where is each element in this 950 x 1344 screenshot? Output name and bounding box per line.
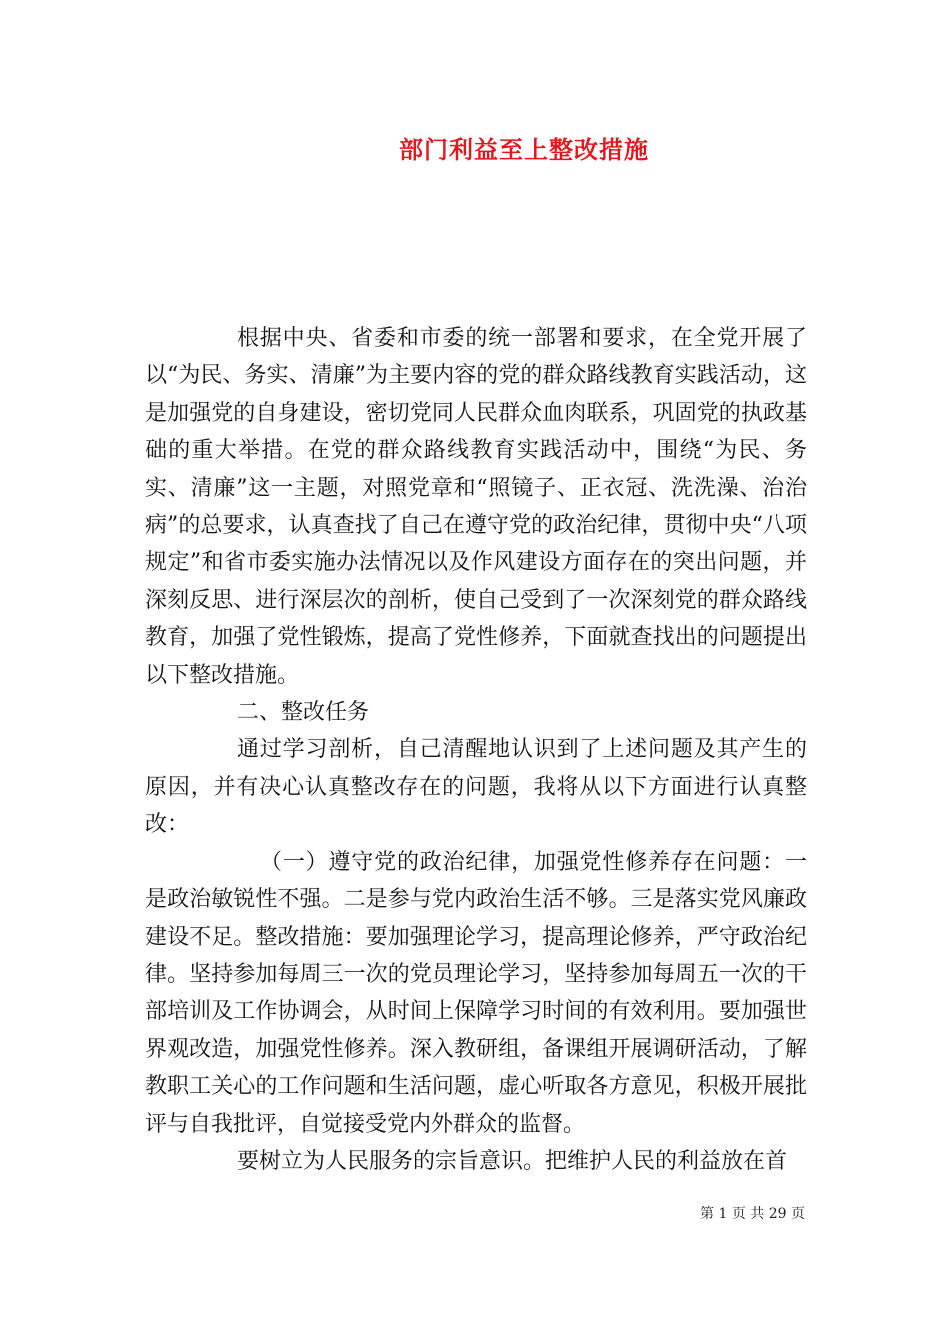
section-heading-rectification-tasks: 二、整改任务 (237, 700, 370, 726)
page-number: 第 1 页 共 29 页 (700, 1206, 805, 1222)
document-body (145, 320, 807, 1180)
paragraph-intro: 根据中央、省委和市委的统一部署和要求，在全党开展了以“为民、务实、清廉”为主要内容的党的群众路线教育实践活动，这是加强党的自身建设，密切党同人民群众血肉联系，巩固党的执政基础的重大举措。在党的群众路线教育实践活动中，围绕“为民、务实、清廉”这一主题，对照党章和“照镜子、正衣冠、洗洗澡、治治病”的总要求，认真查找了自己在遵守党的政治纪律，贯彻中央“八项规定”和省市委实施办法情况以及作风建设方面存在的突出问题，并深刻反思、进行深层次的剖析，使自己受到了一次深刻党的群众路线教育，加强了党性锻炼，提高了党性修养，下面就查找出的问题提出以下整改措施。 (145, 326, 807, 688)
paragraph-service-awareness: 要树立为人民服务的宗旨意识。把维护人民的利益放在首 (237, 1148, 788, 1174)
paragraph-analysis: 通过学习剖析，自己清醒地认识到了上述问题及其产生的原因，并有决心认真整改存在的问题，我将从以下方面进行认真整改： (145, 737, 807, 838)
paragraph-item-one: （一）遵守党的政治纪律，加强党性修养存在问题：一是政治敏锐性不强。二是参与党内政治生活不够。三是落实党风廉政建设不足。整改措施：要加强理论学习，提高理论修养，严守政治纪律。坚持参加每周三一次的党员理论学习，坚持参加每周五一次的干部培训及工作协调会，从时间上保障学习时间的有效利用。要加强世界观改造，加强党性修养。深入教研组，备课组开展调研活动，了解教职工关心的工作问题和生活问题，虚心听取各方意见，积极开展批评与自我批评，自觉接受党内外群众的监督。 (145, 849, 807, 1137)
document-title: 部门利益至上整改措施 (399, 136, 649, 164)
